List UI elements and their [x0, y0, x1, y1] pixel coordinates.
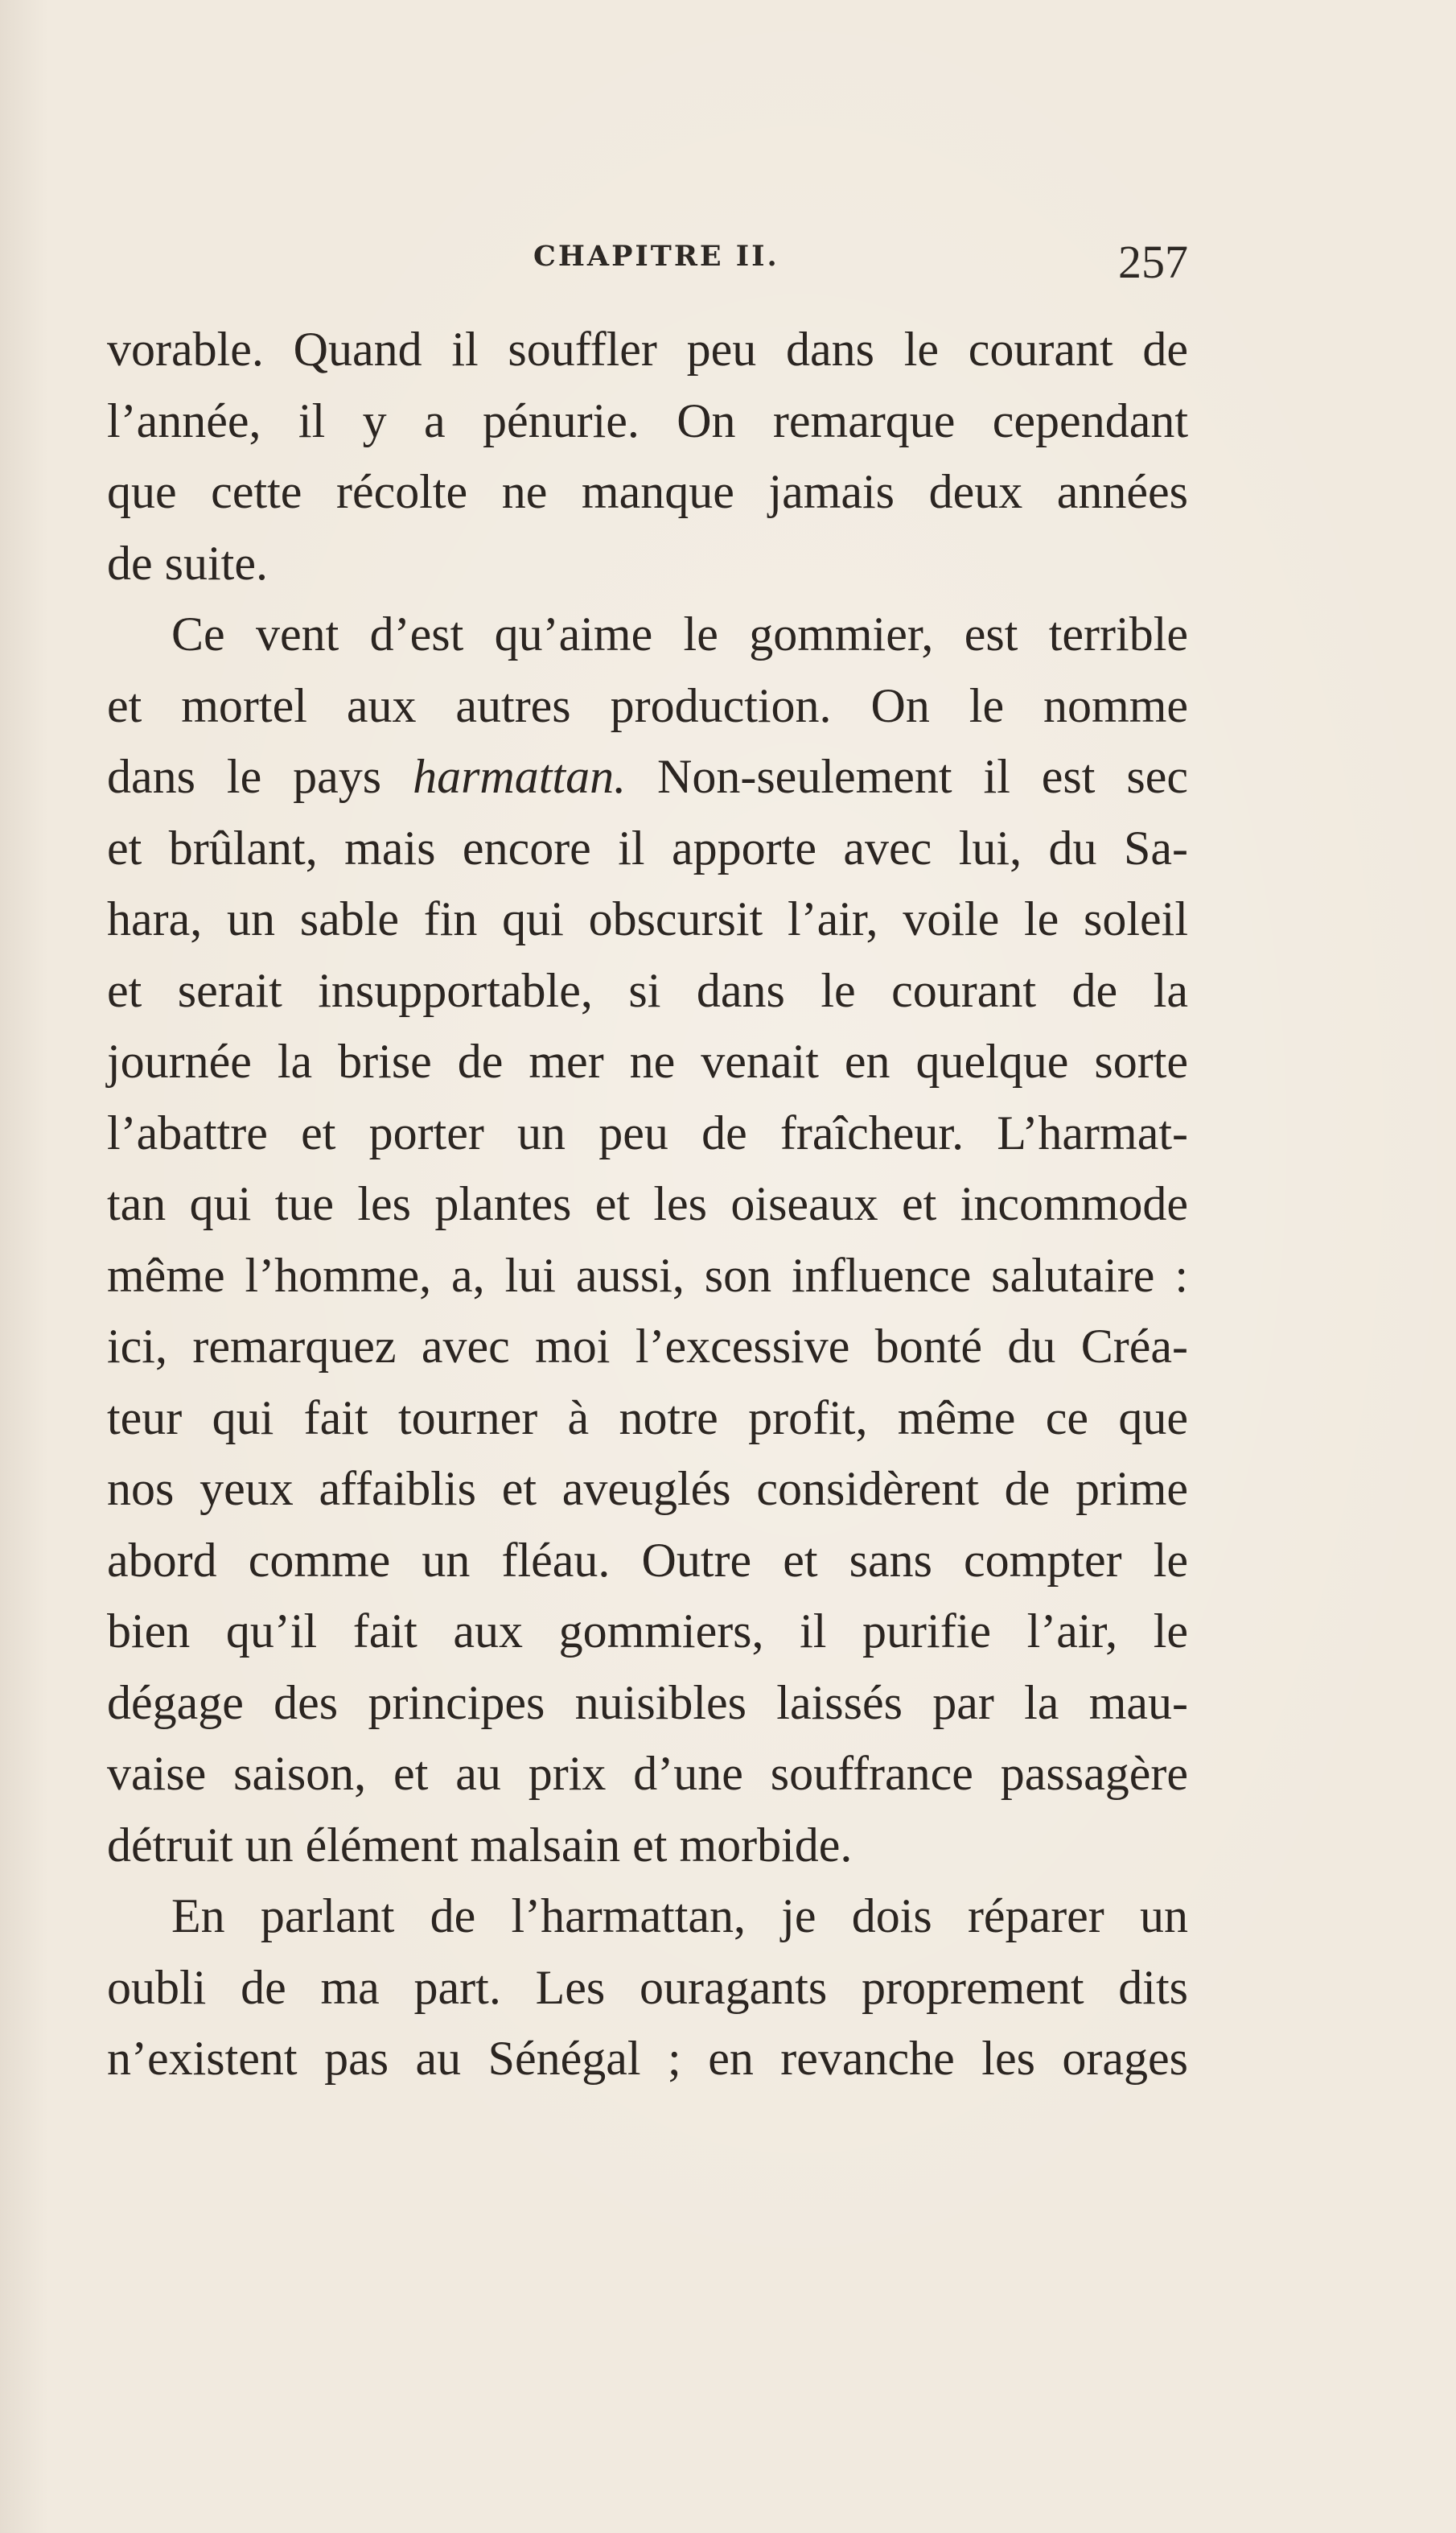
page-header [107, 235, 1188, 291]
body-text [107, 314, 1188, 2094]
text-line: oubli de ma part. Les ouragants proprement dits [107, 1960, 1188, 2014]
text-line: détruit un élément malsain et morbide. [107, 1818, 853, 1872]
text-line: abord comme un fléau. Outre et sans compter le [107, 1533, 1188, 1587]
text-line: vorable. Quand il souffler peu dans le courant de [107, 323, 1188, 376]
text-line: et serait insupportable, si dans le courant de la [107, 963, 1188, 1017]
text-line: que cette récolte ne manque jamais deux années [107, 465, 1188, 518]
text-line: même l’homme, a, lui aussi, son influence salutaire : [107, 1248, 1188, 1302]
text-line: et mortel aux autres production. On le nomme [107, 678, 1188, 732]
text-line: Ce vent d’est qu’aime le gommier, est terrible [171, 608, 1188, 661]
text-line: dégage des principes nuisibles laissés par la mau- [107, 1675, 1188, 1729]
text-line-with-italic [107, 741, 1188, 813]
text-line: n’existent pas au Sénégal ; en revanche les orages [107, 2032, 1188, 2085]
text-line: l’abattre et porter un peu de fraîcheur. L’harmat- [107, 1106, 1188, 1159]
text-line: hara, un sable fin qui obscursit l’air, voile le soleil [107, 892, 1188, 945]
text-segment: dans le pays [107, 750, 413, 803]
page-number: 257 [1118, 236, 1188, 288]
text-line: tan qui tue les plantes et les oiseaux et incommode [107, 1177, 1188, 1230]
text-line: ici, remarquez avec moi l’excessive bonté du Créa- [107, 1320, 1188, 1373]
text-line: journée la brise de mer ne venait en quelque sorte [107, 1035, 1188, 1088]
text-segment: Non-seulement il est sec [626, 750, 1188, 803]
text-line: bien qu’il fait aux gommiers, il purifie l’air, le [107, 1604, 1188, 1658]
text-line: de suite. [107, 536, 268, 590]
text-line: l’année, il y a pénurie. On remarque cependant [107, 393, 1188, 447]
text-line: teur qui fait tourner à notre profit, même ce que [107, 1390, 1188, 1444]
text-line: et brûlant, mais encore il apporte avec lui, du Sa- [107, 821, 1188, 875]
text-line: En parlant de l’harmattan, je dois réparer un [171, 1889, 1188, 1942]
text-line: nos yeux affaiblis et aveuglés considèrent de prime [107, 1462, 1188, 1515]
running-title: CHAPITRE II. [533, 240, 779, 273]
italic-term: harmattan. [413, 750, 627, 803]
text-line: vaise saison, et au prix d’une souffrance passagère [107, 1747, 1188, 1800]
